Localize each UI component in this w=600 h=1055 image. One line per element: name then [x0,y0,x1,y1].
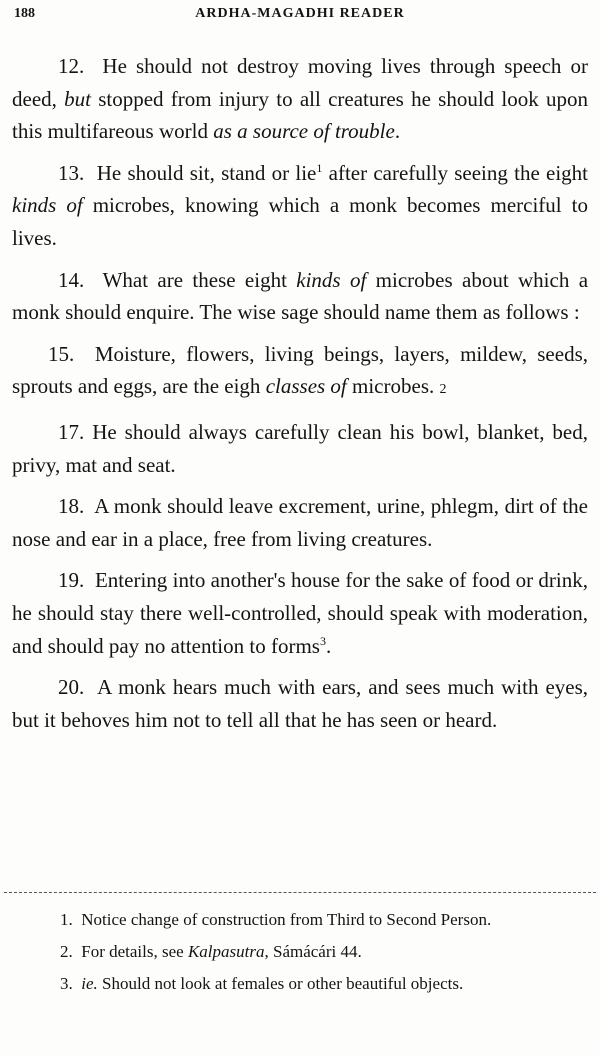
verse-italic: classes of [265,374,347,399]
footnote-ref: 1 [316,160,323,175]
verse-20 [12,671,588,736]
footnote-number: 2. [60,942,73,961]
page-header [14,4,586,26]
verse-number: 17. [58,419,85,444]
running-title: ARDHA-MAGADHI READER [195,6,405,21]
footnote-text: For details, see [81,942,188,961]
footnote-italic: Kalpasutra [187,942,265,961]
verse-italic: but [64,86,91,111]
verse-text: What are these eight [102,267,297,292]
verse-18 [12,490,588,555]
body-text [12,50,588,745]
verse-15 [12,338,588,407]
verse-text: microbes about which a monk should enquire. The wise sage should name them as follows : [12,267,589,325]
verse-number: 12. [58,54,85,78]
verse-13 [12,157,588,255]
verse-12 [12,50,588,148]
verse-number: 18. [58,494,85,519]
verse-text: Entering into another's house for the sake of food or drink, he should stay there well-controlled, should speak with moderation, and should pay no attention to forms [12,568,589,658]
verse-text: . [394,119,401,144]
verse-italic: kinds of [296,267,367,292]
page-number: 188 [14,6,35,21]
verse-text: stopped from injury to all creatures he should look upon this multifareous world [12,86,588,144]
footnote-number: 1. [60,910,73,929]
verse-17 [12,416,588,481]
footnote-1 [10,906,588,933]
verse-text: after carefully seeing the eight [322,160,589,185]
footnote-text: , Sámácári 44. [264,942,362,961]
verse-text: Moisture, flowers, living beings, layers, mildew, seeds, sprouts and eggs, are the eigh [12,341,588,399]
verse-number: 20. [58,675,85,700]
footnote-text: Should not look at females or other beautiful objects. [97,974,464,993]
verse-number: 19. [58,568,85,593]
verse-number: 13. [58,160,85,185]
footnote-italic: ie. [81,974,98,993]
verse-text: He should not destroy moving lives through speech or deed, [12,54,589,111]
verse-text: microbes. [346,374,435,399]
footnote-3 [10,970,588,997]
verse-14 [12,264,588,329]
verse-italic: kinds of [12,193,83,218]
verse-number: 14. [58,267,85,292]
verse-19 [12,564,588,662]
verse-italic: as a source of trouble [213,119,395,144]
footnote-divider [4,892,596,893]
verse-text: A monk hears much with ears, and sees much with eyes, but it behoves him not to tell all that he has seen or heard. [12,675,589,732]
verse-number: 15. [48,341,75,366]
footnote-number: 3. [60,974,73,993]
footnote-2 [10,938,588,965]
footnote-ref: 3 [319,633,326,648]
footnote-ref: 2 [439,382,447,398]
verse-text: He should always carefully clean his bowl, blanket, bed, privy, mat and seat. [12,419,588,477]
footnote-text: Notice change of construction from Third to Second Person. [81,910,492,929]
verse-text: A monk should leave excrement, urine, phlegm, dirt of the nose and ear in a place, free from living creatures. [12,494,588,551]
footnotes [10,906,588,1002]
verse-text: . [325,633,332,658]
verse-text: microbes, knowing which a monk becomes merciful to lives. [12,193,588,250]
verse-text: He should sit, stand or lie [96,160,317,185]
